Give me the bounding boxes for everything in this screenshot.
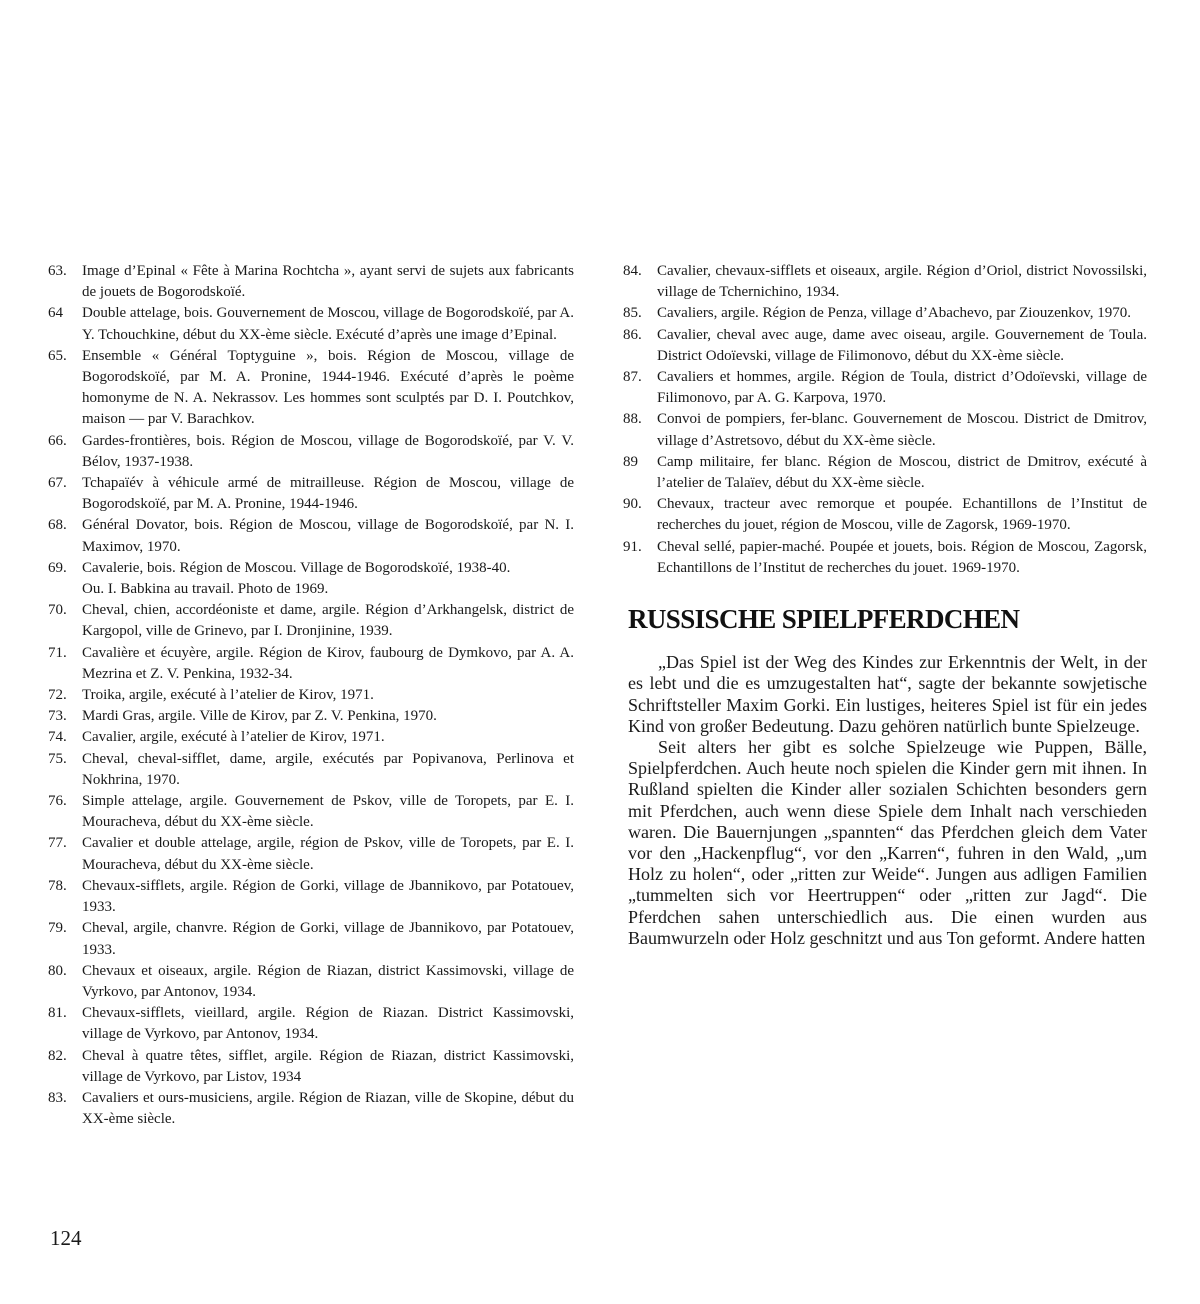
caption-entry (48, 346, 574, 431)
caption-entry (623, 261, 1147, 303)
entry-text: Simple attelage, argile. Gouvernement de Pskov, ville de Toropets, par E. I. Mouracheva, début du XX-ème siècle. (82, 793, 574, 831)
entry-number: 70. (48, 602, 67, 619)
caption-entry (48, 791, 574, 833)
caption-entry (48, 1088, 574, 1130)
entry-number: 80. (48, 962, 67, 979)
entry-text: Tchapaïév à véhicule armé de mitrailleuse. Région de Moscou, village de Bogorodskoïé, par M. A. Pronine, 1944-1946. (82, 475, 574, 513)
entry-number: 65. (48, 347, 67, 364)
entry-text: Cavaliers et hommes, argile. Région de Toula, district d’Odoïevski, village de Filimonovo, par A. G. Karpova, 1970. (657, 369, 1147, 407)
caption-entry (48, 706, 574, 727)
entry-text: Mardi Gras, argile. Ville de Kirov, par Z. V. Penkina, 1970. (82, 708, 437, 725)
caption-entry (623, 303, 1147, 324)
entry-text: Cavaliers et ours-musiciens, argile. Région de Riazan, ville de Skopine, début du XX-ème siècle. (82, 1089, 574, 1128)
entry-number: 66. (48, 432, 67, 449)
entry-number: 87. (623, 369, 642, 386)
entry-number: 81. (48, 1005, 67, 1022)
caption-entry (623, 367, 1147, 409)
caption-entry (623, 409, 1147, 451)
entry-number: 63. (48, 263, 67, 279)
entry-number: 78. (48, 877, 67, 894)
entry-text: Cavalier, cheval avec auge, dame avec oiseau, argile. Gouvernement de Toula. District Odoïevski, village de Filimonovo, début du XX-ème siècle. (657, 326, 1147, 364)
entry-number: 85. (623, 305, 642, 322)
entry-number: 72. (48, 687, 67, 704)
caption-entry (48, 600, 574, 642)
entry-text: Double attelage, bois. Gouvernement de Moscou, village de Bogorodskoïé, par A. Y. Tchouchkine, début du XX-ème siècle. Exécuté d’après une image d’Epinal. (82, 305, 574, 343)
entry-text: Image d’Epinal « Fête à Marina Rochtcha », ayant servi de sujets aux fabricants de jouets de Bogorodskoïé. (82, 263, 574, 301)
caption-entry (48, 303, 574, 345)
entry-number: 83. (48, 1089, 67, 1106)
entry-number: 91. (623, 538, 642, 555)
entry-number: 86. (623, 326, 642, 343)
entry-text: Cavalière et écuyère, argile. Région de Kirov, faubourg de Dymkovo, par A. A. Mezrina et Z. V. Penkina, 1932-34. (82, 644, 574, 682)
entry-text: Cheval, cheval-sifflet, dame, argile, exécutés par Popivanova, Perlinova et Nokhrina, 1970. (82, 750, 574, 788)
caption-entry (48, 431, 574, 473)
caption-entry (623, 452, 1147, 494)
entry-number: 88. (623, 411, 642, 428)
entry-text: Ensemble « Général Toptyguine », bois. Région de Moscou, village de Bogorodskoïé, par M. A. Pronine, 1944-1946. Exécuté d’après le poème homonyme de N. A. Nekrassov. Les hommes sont sculptés par D. I. Poutchkov, maison — par V. Barachkov. (82, 347, 574, 428)
entry-number: 71. (48, 644, 67, 661)
entry-text: Camp militaire, fer blanc. Région de Moscou, district de Dmitrov, exécuté à l’atelier de Talaïev, début du XX-ème siècle. (657, 453, 1147, 492)
entry-number: 74. (48, 729, 67, 746)
entry-number: 90. (623, 496, 642, 513)
article-body (628, 652, 1147, 949)
caption-entry (48, 833, 574, 875)
paragraph: Seit alters her gibt es solche Spielzeuge wie Puppen, Bälle, Spielpferdchen. Auch heute noch spielen die Kinder gern mit ihnen. In Rußland spielten die Kinder aller sozialen Schichten besonders gern mit Pferdchen, auch wenn diese Spiele dem Inhalt nach verschieden waren. Die Bauernjungen „spannten“ das Pferdchen gleich dem Vater vor den „Hackenpflug“, vor den „Karren“, fuhren in den Wald, „um Holz zu holen“, oder „ritten zur Weide“. Jungen aus adligen Familien „tummelten sich vor Heertruppen“ oder „ritten zur Jagd“. Die Pferdchen sahen unterschiedlich aus. Die einen wurden aus Baumwurzeln oder Holz geschnitzt und aus Ton geformt. Andere hatten (628, 737, 1147, 948)
entry-number: 69. (48, 559, 67, 576)
caption-entry (48, 685, 574, 706)
entry-text: Chevaux, tracteur avec remorque et poupée. Echantillons de l’Institut de recherches du jouet, région de Moscou, ville de Zagorsk, 1969-1970. (657, 496, 1147, 534)
entry-text: Gardes-frontières, bois. Région de Moscou, village de Bogorodskoïé, par V. V. Bélov, 1937-1938. (82, 432, 574, 470)
entry-text: Cavalier, argile, exécuté à l’atelier de Kirov, 1971. (82, 729, 385, 746)
caption-entry (48, 643, 574, 685)
caption-entry (48, 558, 574, 579)
entry-number: 73. (48, 708, 67, 725)
entry-text: Cheval, chien, accordéoniste et dame, argile. Région d’Arkhangelsk, district de Kargopol, ville de Grinevo, par I. Dronjinine, 1939. (82, 602, 574, 640)
caption-entry (623, 494, 1147, 536)
entry-text: Cheval, argile, chanvre. Région de Gorki, village de Jbannikovo, par Potatouev, 1933. (82, 920, 574, 958)
right-column (623, 261, 1147, 949)
entry-text: Cheval à quatre têtes, sifflet, argile. Région de Riazan, district Kassimovski, village de Vyrkovo, par Listov, 1934 (82, 1047, 574, 1085)
entry-number: 64 (48, 305, 63, 322)
entry-text: Cavalier et double attelage, argile, région de Pskov, ville de Toropets, par E. I. Mouracheva, début du XX-ème siècle. (82, 835, 574, 873)
entry-number: 84. (623, 263, 642, 279)
entry-number: 75. (48, 750, 67, 767)
entry-number: 82. (48, 1047, 67, 1064)
entry-number: 89 (623, 453, 638, 470)
caption-entry (48, 876, 574, 918)
caption-entry (48, 918, 574, 960)
section-heading: RUSSISCHE SPIELPFERDCHEN (628, 604, 1020, 635)
caption-entry (623, 537, 1147, 579)
caption-entry (48, 515, 574, 557)
entry-text: Cavalier, chevaux-sifflets et oiseaux, argile. Région d’Oriol, district Novossilski, village de Tchernichino, 1934. (657, 263, 1147, 301)
entry-text: Chevaux-sifflets, vieillard, argile. Région de Riazan. District Kassimovski, village de Vyrkovo, par Antonov, 1934. (82, 1005, 574, 1043)
entry-text: Cheval sellé, papier-maché. Poupée et jouets, bois. Région de Moscou, Zagorsk, Echantillons de l’Institut de recherches du jouet. 1969-1970. (657, 538, 1147, 576)
entry-number: 77. (48, 835, 67, 852)
caption-entry (48, 1046, 574, 1088)
entry-text: Troika, argile, exécuté à l’atelier de Kirov, 1971. (82, 687, 374, 704)
entry-text: Cavalerie, bois. Région de Moscou. Village de Bogorodskoïé, 1938-40. (82, 559, 511, 576)
paragraph: „Das Spiel ist der Weg des Kindes zur Erkenntnis der Welt, in der es lebt und die es umzugestalten hat“, sagte der bekannte sowjetische Schriftsteller Maxim Gorki. Ein lustiges, heiteres Spiel ist für ein jedes Kind von großer Bedeutung. Dazu gehören natürlich bunte Spielzeuge. (628, 652, 1147, 736)
caption-entry (48, 961, 574, 1003)
entry-text: Convoi de pompiers, fer-blanc. Gouvernement de Moscou. District de Dmitrov, village d’Astretsovo, début du XX-ème siècle. (657, 411, 1147, 449)
entry-text: Chevaux et oiseaux, argile. Région de Riazan, district Kassimovski, village de Vyrkovo, par Antonov, 1934. (82, 962, 574, 1000)
caption-entry (48, 579, 574, 600)
caption-entry (48, 261, 574, 303)
caption-list-right (623, 261, 1147, 579)
caption-entry (48, 473, 574, 515)
entry-number: 68. (48, 517, 67, 534)
caption-entry (48, 727, 574, 748)
entry-text: Ou. I. Babkina au travail. Photo de 1969. (82, 581, 329, 598)
caption-entry (48, 1003, 574, 1045)
entry-number: 79. (48, 920, 67, 937)
caption-entry (623, 325, 1147, 367)
page-number: 124 (50, 1226, 82, 1250)
left-column (48, 261, 574, 1130)
entry-number: 67. (48, 475, 67, 492)
entry-number: 76. (48, 793, 67, 810)
entry-text: Général Dovator, bois. Région de Moscou, village de Bogorodskoïé, par N. I. Maximov, 1970. (82, 517, 574, 555)
entry-text: Cavaliers, argile. Région de Penza, village d’Abachevo, par Ziouzenkov, 1970. (657, 305, 1132, 322)
entry-text: Chevaux-sifflets, argile. Région de Gorki, village de Jbannikovo, par Potatouev, 1933. (82, 877, 574, 916)
caption-entry (48, 749, 574, 791)
